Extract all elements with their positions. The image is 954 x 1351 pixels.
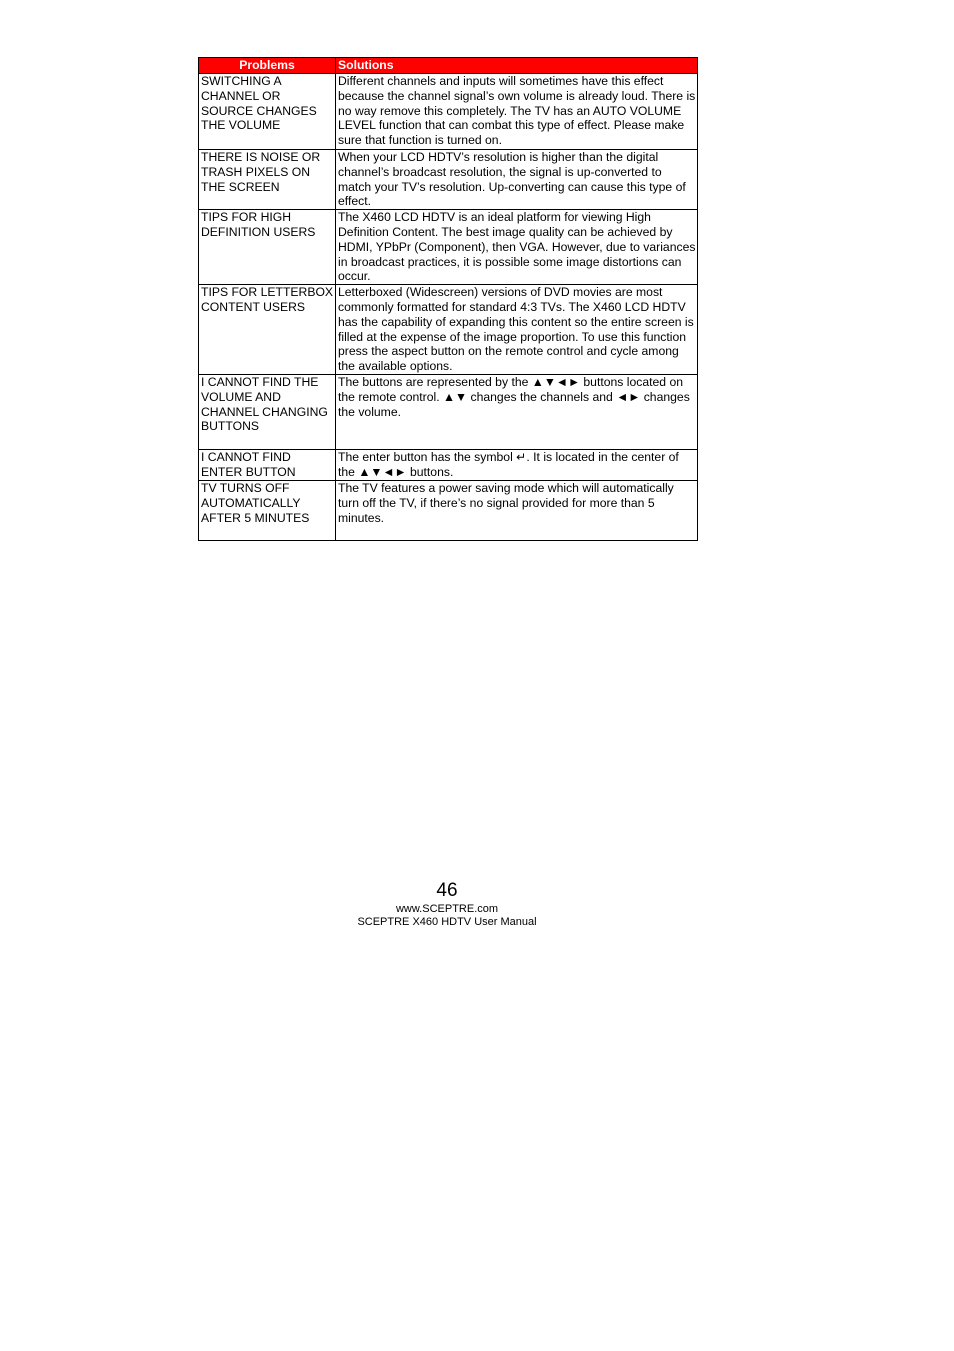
page-number: 46	[436, 880, 458, 901]
table-row	[199, 150, 698, 210]
solutions-column-header: Solutions	[336, 58, 698, 74]
solution-cell: Different channels and inputs will sometimes have this effect because the channel signal’s own volume is already loud. There is no way remove this completely. The TV has an AUTO VOLUME LEVEL function that can combat this type of effect. Please make sure that function is turned on.	[336, 74, 698, 150]
solution-cell: The buttons are represented by the ▲▼◄► buttons located on the remote control. ▲▼ changes the channels and ◄► changes the volume.	[336, 374, 698, 449]
solution-cell: Letterboxed (Widescreen) versions of DVD movies are most commonly formatted for standard 4:3 TVs. The X460 LCD HDTV has the capability of expanding this content so the entire screen is filled at the expense of the image proportion. To use this function press the aspect button on the remote control and cycle among the available options.	[336, 285, 698, 375]
table-row	[199, 210, 698, 285]
website-url: www.SCEPTRE.com	[395, 903, 499, 915]
problem-cell: I CANNOT FIND ENTER BUTTON	[199, 449, 336, 480]
problem-cell: TIPS FOR HIGH DEFINITION USERS	[199, 210, 336, 285]
solution-cell: The TV features a power saving mode which will automatically turn off the TV, if there’s no signal provided for more than 5 minutes.	[336, 480, 698, 540]
table-header-row	[199, 58, 698, 74]
troubleshooting-table	[198, 57, 698, 541]
table-row	[199, 480, 698, 540]
problem-cell: TIPS FOR LETTERBOX CONTENT USERS	[199, 285, 336, 375]
solution-cell: When your LCD HDTV’s resolution is higher than the digital channel’s broadcast resolution, the signal is up-converted to match your TV’s resolution. Up-converting can cause this type of effect.	[336, 150, 698, 210]
solution-cell: The X460 LCD HDTV is an ideal platform for viewing High Definition Content. The best image quality can be achieved by HDMI, YPbPr (Component), then VGA. However, due to variances in broadcast practices, it is possible some image distortions can occur.	[336, 210, 698, 285]
problems-column-header: Problems	[199, 58, 336, 74]
table-row	[199, 374, 698, 449]
manual-title: SCEPTRE X460 HDTV User Manual	[357, 916, 537, 928]
problem-cell: I CANNOT FIND THE VOLUME AND CHANNEL CHANGING BUTTONS	[199, 374, 336, 449]
table-row	[199, 74, 698, 150]
table-row	[199, 449, 698, 480]
table-row	[199, 285, 698, 375]
problem-cell: TV TURNS OFF AUTOMATICALLY AFTER 5 MINUTES	[199, 480, 336, 540]
problem-cell: SWITCHING A CHANNEL OR SOURCE CHANGES THE VOLUME	[199, 74, 336, 150]
solution-cell: The enter button has the symbol ↵. It is located in the center of the ▲▼◄► buttons.	[336, 449, 698, 480]
problem-cell: THERE IS NOISE OR TRASH PIXELS ON THE SCREEN	[199, 150, 336, 210]
